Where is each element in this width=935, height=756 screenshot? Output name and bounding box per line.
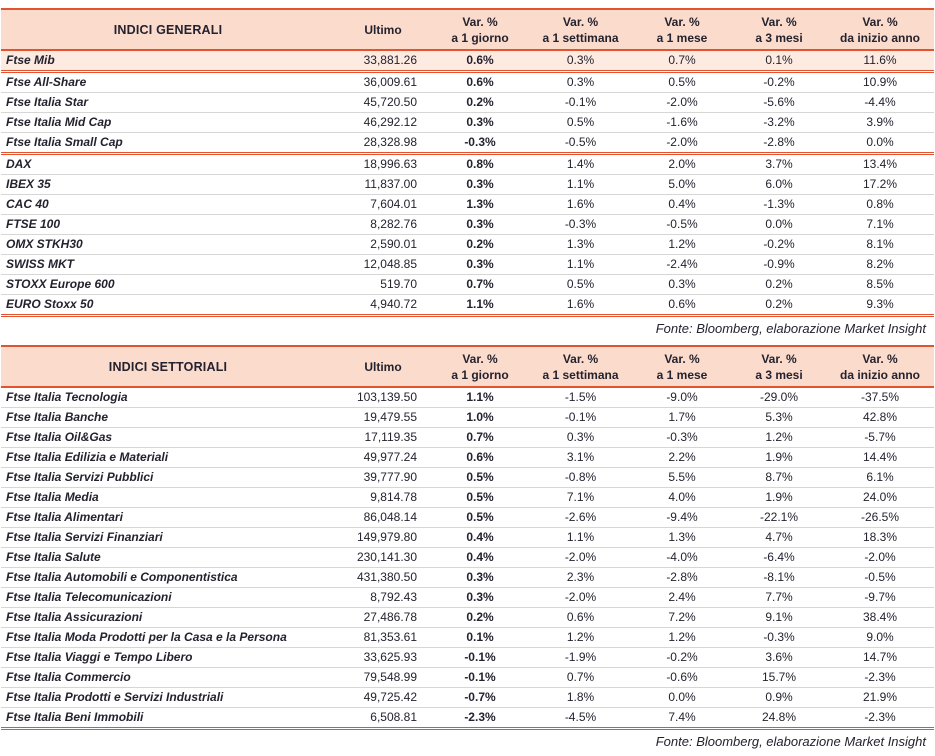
value-var-ytd: 14.7% bbox=[826, 648, 934, 668]
value-ultimo: 149,979.80 bbox=[335, 528, 431, 548]
value-var-3-months: 0.1% bbox=[732, 50, 826, 72]
value-var-1-week: -0.3% bbox=[529, 215, 632, 235]
value-var-1-day: -0.3% bbox=[431, 133, 529, 154]
column-header-line2: da inizio anno bbox=[840, 30, 920, 45]
table-row bbox=[1, 548, 934, 568]
column-header-line1: Var. % bbox=[761, 351, 797, 366]
column-header-line2: a 1 mese bbox=[656, 367, 708, 382]
value-var-1-week: 2.3% bbox=[529, 568, 632, 588]
table-row bbox=[1, 195, 934, 215]
value-var-ytd: 10.9% bbox=[826, 72, 934, 93]
table-row bbox=[1, 50, 934, 72]
value-ultimo: 49,977.24 bbox=[335, 448, 431, 468]
table-row bbox=[1, 528, 934, 548]
table-row bbox=[1, 668, 934, 688]
value-var-ytd: 21.9% bbox=[826, 688, 934, 708]
value-var-1-month: -0.2% bbox=[632, 648, 732, 668]
value-var-1-day: 0.7% bbox=[431, 428, 529, 448]
index-name: Ftse All-Share bbox=[1, 72, 335, 93]
value-ultimo: 19,479.55 bbox=[335, 408, 431, 428]
value-var-1-week: 1.1% bbox=[529, 255, 632, 275]
value-var-3-months: 4.7% bbox=[732, 528, 826, 548]
value-var-3-months: 9.1% bbox=[732, 608, 826, 628]
index-name: Ftse Italia Media bbox=[1, 488, 335, 508]
column-header-var-ytd bbox=[826, 346, 934, 387]
value-var-1-month: 7.2% bbox=[632, 608, 732, 628]
value-var-3-months: -1.3% bbox=[732, 195, 826, 215]
value-var-3-months: 0.0% bbox=[732, 215, 826, 235]
value-var-ytd: 13.4% bbox=[826, 154, 934, 175]
table-row bbox=[1, 588, 934, 608]
index-name: Ftse Italia Alimentari bbox=[1, 508, 335, 528]
index-name: Ftse Italia Servizi Pubblici bbox=[1, 468, 335, 488]
value-var-1-day: -0.7% bbox=[431, 688, 529, 708]
value-ultimo: 33,881.26 bbox=[335, 50, 431, 72]
value-var-ytd: -2.0% bbox=[826, 548, 934, 568]
value-var-1-day: 0.3% bbox=[431, 568, 529, 588]
column-header-line2: a 3 mesi bbox=[755, 367, 803, 382]
value-var-ytd: -37.5% bbox=[826, 387, 934, 408]
value-var-ytd: 0.8% bbox=[826, 195, 934, 215]
value-var-1-month: 0.6% bbox=[632, 295, 732, 316]
table-row bbox=[1, 275, 934, 295]
value-var-1-day: -0.1% bbox=[431, 668, 529, 688]
value-var-1-month: -4.0% bbox=[632, 548, 732, 568]
column-header-var-ytd bbox=[826, 9, 934, 50]
value-var-1-month: 4.0% bbox=[632, 488, 732, 508]
value-var-1-day: 0.5% bbox=[431, 488, 529, 508]
column-header-line1: Var. % bbox=[562, 351, 599, 366]
value-var-ytd: 14.4% bbox=[826, 448, 934, 468]
value-var-1-week: 0.5% bbox=[529, 113, 632, 133]
value-var-1-week: 0.3% bbox=[529, 72, 632, 93]
value-var-ytd: 9.3% bbox=[826, 295, 934, 316]
value-var-1-week: -0.8% bbox=[529, 468, 632, 488]
value-var-1-week: 1.8% bbox=[529, 688, 632, 708]
value-var-3-months: -8.1% bbox=[732, 568, 826, 588]
value-ultimo: 8,282.76 bbox=[335, 215, 431, 235]
value-ultimo: 86,048.14 bbox=[335, 508, 431, 528]
column-header-var-1w bbox=[529, 346, 632, 387]
value-ultimo: 2,590.01 bbox=[335, 235, 431, 255]
value-var-1-month: 0.0% bbox=[632, 688, 732, 708]
value-var-3-months: 0.2% bbox=[732, 295, 826, 316]
value-var-1-month: 1.2% bbox=[632, 235, 732, 255]
index-name: DAX bbox=[1, 154, 335, 175]
value-var-1-month: -9.4% bbox=[632, 508, 732, 528]
index-name: FTSE 100 bbox=[1, 215, 335, 235]
index-name: Ftse Mib bbox=[1, 50, 335, 72]
column-header-ultimo bbox=[335, 346, 431, 387]
value-var-1-day: 0.6% bbox=[431, 72, 529, 93]
index-name: Ftse Italia Oil&Gas bbox=[1, 428, 335, 448]
value-var-1-week: -0.1% bbox=[529, 408, 632, 428]
general-indices-table bbox=[1, 8, 934, 317]
index-name: Ftse Italia Commercio bbox=[1, 668, 335, 688]
value-var-1-day: 0.3% bbox=[431, 255, 529, 275]
value-var-3-months: 1.9% bbox=[732, 488, 826, 508]
table-row bbox=[1, 154, 934, 175]
value-ultimo: 8,792.43 bbox=[335, 588, 431, 608]
value-var-1-week: 0.7% bbox=[529, 668, 632, 688]
value-var-3-months: -0.2% bbox=[732, 72, 826, 93]
value-var-ytd: -0.5% bbox=[826, 568, 934, 588]
value-var-1-week: 1.6% bbox=[529, 295, 632, 316]
table-row bbox=[1, 628, 934, 648]
table-row bbox=[1, 387, 934, 408]
value-var-3-months: 1.2% bbox=[732, 428, 826, 448]
value-var-ytd: -5.7% bbox=[826, 428, 934, 448]
value-ultimo: 431,380.50 bbox=[335, 568, 431, 588]
value-var-1-month: 2.2% bbox=[632, 448, 732, 468]
index-name: Ftse Italia Banche bbox=[1, 408, 335, 428]
index-name: Ftse Italia Salute bbox=[1, 548, 335, 568]
value-var-1-day: 0.8% bbox=[431, 154, 529, 175]
index-name: Ftse Italia Telecomunicazioni bbox=[1, 588, 335, 608]
table-row bbox=[1, 255, 934, 275]
column-header-line1: Ultimo bbox=[364, 22, 402, 37]
table-row bbox=[1, 235, 934, 255]
table-row bbox=[1, 215, 934, 235]
value-var-ytd: 9.0% bbox=[826, 628, 934, 648]
table-row bbox=[1, 448, 934, 468]
value-var-1-month: -2.4% bbox=[632, 255, 732, 275]
value-var-1-month: -2.0% bbox=[632, 133, 732, 154]
index-name: Ftse Italia Tecnologia bbox=[1, 387, 335, 408]
value-var-1-week: 7.1% bbox=[529, 488, 632, 508]
value-var-1-week: 3.1% bbox=[529, 448, 632, 468]
value-ultimo: 4,940.72 bbox=[335, 295, 431, 316]
index-name: Ftse Italia Servizi Finanziari bbox=[1, 528, 335, 548]
column-header-var-3m bbox=[732, 346, 826, 387]
value-var-1-month: 0.5% bbox=[632, 72, 732, 93]
column-header-var-1d bbox=[431, 9, 529, 50]
column-header-line2: a 1 giorno bbox=[451, 367, 509, 382]
value-ultimo: 33,625.93 bbox=[335, 648, 431, 668]
value-var-1-week: -2.0% bbox=[529, 548, 632, 568]
value-var-ytd: 38.4% bbox=[826, 608, 934, 628]
value-var-1-month: -0.3% bbox=[632, 428, 732, 448]
value-var-ytd: -2.3% bbox=[826, 708, 934, 729]
column-header-line1: Var. % bbox=[462, 351, 498, 366]
value-var-1-day: 0.3% bbox=[431, 215, 529, 235]
column-header-var-1w bbox=[529, 9, 632, 50]
index-name: Ftse Italia Small Cap bbox=[1, 133, 335, 154]
value-var-1-month: -9.0% bbox=[632, 387, 732, 408]
value-var-ytd: 24.0% bbox=[826, 488, 934, 508]
value-var-1-month: 1.7% bbox=[632, 408, 732, 428]
column-header-line1: Var. % bbox=[664, 351, 700, 366]
index-name: Ftse Italia Beni Immobili bbox=[1, 708, 335, 729]
value-var-1-week: -2.6% bbox=[529, 508, 632, 528]
value-var-ytd: 11.6% bbox=[826, 50, 934, 72]
value-var-ytd: -2.3% bbox=[826, 668, 934, 688]
value-var-ytd: 42.8% bbox=[826, 408, 934, 428]
table-row bbox=[1, 408, 934, 428]
column-header-var-1m bbox=[632, 346, 732, 387]
value-var-3-months: 5.3% bbox=[732, 408, 826, 428]
value-var-1-week: 0.6% bbox=[529, 608, 632, 628]
index-name: STOXX Europe 600 bbox=[1, 275, 335, 295]
value-ultimo: 12,048.85 bbox=[335, 255, 431, 275]
value-var-ytd: -26.5% bbox=[826, 508, 934, 528]
value-var-3-months: 0.9% bbox=[732, 688, 826, 708]
value-ultimo: 6,508.81 bbox=[335, 708, 431, 729]
column-header-var-3m bbox=[732, 9, 826, 50]
value-var-ytd: 6.1% bbox=[826, 468, 934, 488]
header-row bbox=[1, 346, 934, 387]
value-var-3-months: 0.2% bbox=[732, 275, 826, 295]
index-name: OMX STKH30 bbox=[1, 235, 335, 255]
value-var-1-day: 0.5% bbox=[431, 468, 529, 488]
value-var-3-months: -5.6% bbox=[732, 93, 826, 113]
value-var-1-week: -2.0% bbox=[529, 588, 632, 608]
value-var-1-day: 0.5% bbox=[431, 508, 529, 528]
value-var-1-month: -2.0% bbox=[632, 93, 732, 113]
value-var-1-week: -1.5% bbox=[529, 387, 632, 408]
table-row bbox=[1, 72, 934, 93]
value-var-3-months: -22.1% bbox=[732, 508, 826, 528]
column-header-ultimo bbox=[335, 9, 431, 50]
value-var-1-month: -0.5% bbox=[632, 215, 732, 235]
column-header-line2: a 1 giorno bbox=[451, 30, 509, 45]
value-var-1-week: -4.5% bbox=[529, 708, 632, 729]
value-var-ytd: -4.4% bbox=[826, 93, 934, 113]
table-row bbox=[1, 93, 934, 113]
value-ultimo: 7,604.01 bbox=[335, 195, 431, 215]
table-row bbox=[1, 708, 934, 729]
index-name: Ftse Italia Viaggi e Tempo Libero bbox=[1, 648, 335, 668]
value-var-1-day: -2.3% bbox=[431, 708, 529, 729]
value-var-1-month: 5.0% bbox=[632, 175, 732, 195]
value-var-3-months: 24.8% bbox=[732, 708, 826, 729]
value-ultimo: 79,548.99 bbox=[335, 668, 431, 688]
value-var-3-months: 3.7% bbox=[732, 154, 826, 175]
value-var-1-week: 1.4% bbox=[529, 154, 632, 175]
value-var-3-months: 3.6% bbox=[732, 648, 826, 668]
index-name: Ftse Italia Mid Cap bbox=[1, 113, 335, 133]
value-ultimo: 36,009.61 bbox=[335, 72, 431, 93]
table-row bbox=[1, 295, 934, 316]
value-ultimo: 39,777.90 bbox=[335, 468, 431, 488]
value-var-ytd: -9.7% bbox=[826, 588, 934, 608]
source-note: Fonte: Bloomberg, elaborazione Market Insight bbox=[655, 321, 926, 336]
value-var-3-months: 15.7% bbox=[732, 668, 826, 688]
value-ultimo: 46,292.12 bbox=[335, 113, 431, 133]
table-title: INDICI SETTORIALI bbox=[1, 346, 335, 387]
table-row bbox=[1, 113, 934, 133]
value-var-ytd: 18.3% bbox=[826, 528, 934, 548]
value-var-1-month: 0.7% bbox=[632, 50, 732, 72]
value-ultimo: 81,353.61 bbox=[335, 628, 431, 648]
value-var-1-day: 0.2% bbox=[431, 93, 529, 113]
value-var-ytd: 8.1% bbox=[826, 235, 934, 255]
index-name: Ftse Italia Assicurazioni bbox=[1, 608, 335, 628]
column-header-line2: a 3 mesi bbox=[755, 30, 803, 45]
column-header-line2: a 1 mese bbox=[656, 30, 708, 45]
table-row bbox=[1, 608, 934, 628]
value-var-1-day: 0.7% bbox=[431, 275, 529, 295]
value-var-3-months: 1.9% bbox=[732, 448, 826, 468]
value-var-1-month: 1.2% bbox=[632, 628, 732, 648]
column-header-line1: Var. % bbox=[862, 351, 898, 366]
value-ultimo: 9,814.78 bbox=[335, 488, 431, 508]
value-var-1-week: -0.5% bbox=[529, 133, 632, 154]
value-var-3-months: -6.4% bbox=[732, 548, 826, 568]
index-name: Ftse Italia Edilizia e Materiali bbox=[1, 448, 335, 468]
value-ultimo: 28,328.98 bbox=[335, 133, 431, 154]
index-name: Ftse Italia Prodotti e Servizi Industriali bbox=[1, 688, 335, 708]
value-var-1-month: -1.6% bbox=[632, 113, 732, 133]
value-var-1-month: 2.4% bbox=[632, 588, 732, 608]
column-header-line1: Var. % bbox=[664, 14, 700, 29]
column-header-line1: Var. % bbox=[562, 14, 599, 29]
sector-indices-table bbox=[1, 345, 934, 730]
value-var-1-month: 7.4% bbox=[632, 708, 732, 729]
value-var-1-day: 0.6% bbox=[431, 50, 529, 72]
value-var-3-months: -0.9% bbox=[732, 255, 826, 275]
value-var-1-week: 0.3% bbox=[529, 50, 632, 72]
value-var-ytd: 8.2% bbox=[826, 255, 934, 275]
index-name: Ftse Italia Star bbox=[1, 93, 335, 113]
value-var-3-months: -3.2% bbox=[732, 113, 826, 133]
value-var-1-week: 0.3% bbox=[529, 428, 632, 448]
value-var-1-day: 1.0% bbox=[431, 408, 529, 428]
table-row bbox=[1, 568, 934, 588]
value-var-1-day: 1.1% bbox=[431, 295, 529, 316]
value-var-3-months: 7.7% bbox=[732, 588, 826, 608]
value-var-1-week: 1.3% bbox=[529, 235, 632, 255]
table-row bbox=[1, 688, 934, 708]
value-ultimo: 230,141.30 bbox=[335, 548, 431, 568]
table-row bbox=[1, 468, 934, 488]
header-row bbox=[1, 9, 934, 50]
value-var-1-week: -0.1% bbox=[529, 93, 632, 113]
value-var-1-day: 0.3% bbox=[431, 588, 529, 608]
table-row bbox=[1, 488, 934, 508]
value-var-1-month: 2.0% bbox=[632, 154, 732, 175]
index-name: EURO Stoxx 50 bbox=[1, 295, 335, 316]
value-ultimo: 18,996.63 bbox=[335, 154, 431, 175]
value-var-1-day: 0.2% bbox=[431, 608, 529, 628]
value-var-3-months: -29.0% bbox=[732, 387, 826, 408]
value-ultimo: 45,720.50 bbox=[335, 93, 431, 113]
table-row bbox=[1, 133, 934, 154]
value-var-1-week: -1.9% bbox=[529, 648, 632, 668]
column-header-line1: Var. % bbox=[462, 14, 498, 29]
value-var-ytd: 17.2% bbox=[826, 175, 934, 195]
value-var-1-day: 0.1% bbox=[431, 628, 529, 648]
value-ultimo: 27,486.78 bbox=[335, 608, 431, 628]
source-note: Fonte: Bloomberg, elaborazione Market Insight bbox=[655, 734, 926, 749]
column-header-line1: Var. % bbox=[761, 14, 797, 29]
value-var-1-month: -2.8% bbox=[632, 568, 732, 588]
value-var-1-week: 1.1% bbox=[529, 175, 632, 195]
value-var-1-week: 1.2% bbox=[529, 628, 632, 648]
value-var-1-week: 0.5% bbox=[529, 275, 632, 295]
value-var-3-months: -0.2% bbox=[732, 235, 826, 255]
column-header-var-1m bbox=[632, 9, 732, 50]
table-title: INDICI GENERALI bbox=[1, 9, 335, 50]
value-var-1-day: 0.3% bbox=[431, 175, 529, 195]
value-var-1-week: 1.1% bbox=[529, 528, 632, 548]
general-indices-section bbox=[1, 8, 934, 341]
value-var-1-week: 1.6% bbox=[529, 195, 632, 215]
column-header-line2: a 1 settimana bbox=[542, 367, 619, 382]
index-name: CAC 40 bbox=[1, 195, 335, 215]
value-var-1-month: 0.3% bbox=[632, 275, 732, 295]
value-var-3-months: 6.0% bbox=[732, 175, 826, 195]
table-row bbox=[1, 175, 934, 195]
index-name: Ftse Italia Moda Prodotti per la Casa e la Persona bbox=[1, 628, 335, 648]
value-var-1-day: 1.1% bbox=[431, 387, 529, 408]
value-var-1-month: 5.5% bbox=[632, 468, 732, 488]
value-var-1-month: -0.6% bbox=[632, 668, 732, 688]
index-name: SWISS MKT bbox=[1, 255, 335, 275]
column-header-line2: a 1 settimana bbox=[542, 30, 619, 45]
column-header-line1: Ultimo bbox=[364, 359, 402, 374]
value-var-ytd: 3.9% bbox=[826, 113, 934, 133]
table-row bbox=[1, 508, 934, 528]
value-var-1-day: 1.3% bbox=[431, 195, 529, 215]
value-ultimo: 11,837.00 bbox=[335, 175, 431, 195]
column-header-var-1d bbox=[431, 346, 529, 387]
value-ultimo: 103,139.50 bbox=[335, 387, 431, 408]
value-var-1-day: 0.3% bbox=[431, 113, 529, 133]
value-var-3-months: -0.3% bbox=[732, 628, 826, 648]
column-header-line1: Var. % bbox=[862, 14, 898, 29]
table-row bbox=[1, 648, 934, 668]
value-var-ytd: 8.5% bbox=[826, 275, 934, 295]
value-ultimo: 17,119.35 bbox=[335, 428, 431, 448]
index-name: IBEX 35 bbox=[1, 175, 335, 195]
value-var-3-months: -2.8% bbox=[732, 133, 826, 154]
value-var-1-day: 0.6% bbox=[431, 448, 529, 468]
sector-indices-section bbox=[1, 345, 934, 754]
value-var-1-day: 0.4% bbox=[431, 528, 529, 548]
column-header-line2: da inizio anno bbox=[840, 367, 920, 382]
value-var-1-month: 1.3% bbox=[632, 528, 732, 548]
value-var-ytd: 7.1% bbox=[826, 215, 934, 235]
value-var-1-month: 0.4% bbox=[632, 195, 732, 215]
index-name: Ftse Italia Automobili e Componentistica bbox=[1, 568, 335, 588]
value-var-ytd: 0.0% bbox=[826, 133, 934, 154]
value-ultimo: 519.70 bbox=[335, 275, 431, 295]
value-var-1-day: -0.1% bbox=[431, 648, 529, 668]
value-ultimo: 49,725.42 bbox=[335, 688, 431, 708]
value-var-3-months: 8.7% bbox=[732, 468, 826, 488]
table-row bbox=[1, 428, 934, 448]
value-var-1-day: 0.2% bbox=[431, 235, 529, 255]
value-var-1-day: 0.4% bbox=[431, 548, 529, 568]
